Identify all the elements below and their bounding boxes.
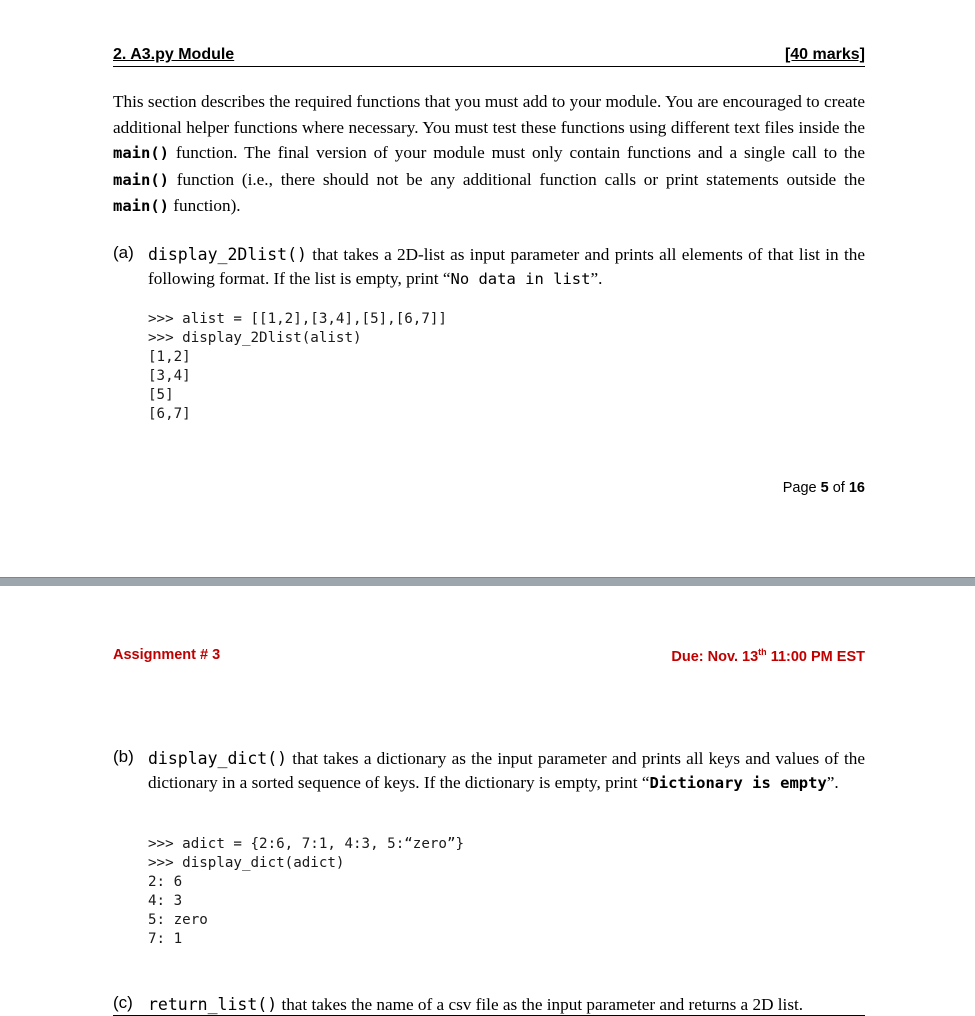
- code-line: [3,4]: [148, 368, 191, 384]
- item-b: [113, 747, 865, 819]
- code-line: >>> display_dict(adict): [148, 855, 345, 871]
- item-b-text-end: ”.: [826, 772, 839, 792]
- page-prefix: Page: [782, 480, 821, 496]
- section-marks: [40 marks]: [784, 46, 865, 63]
- item-b-text: that takes a dictionary as the input parameter and prints all keys and values of the dictionary in a sorted sequence of keys. If the dictionary is empty, print “: [148, 749, 865, 792]
- code-line: 5: zero: [148, 912, 208, 928]
- main-function-ref: main(): [113, 170, 169, 189]
- item-a-text: that takes a 2D-list as input parameter and prints all elements of that list in the following format. If the list is empty, print “: [148, 245, 865, 288]
- page-number: [783, 480, 865, 496]
- main-function-ref: main(): [113, 197, 169, 215]
- item-a-label: (a): [113, 243, 134, 262]
- due-time-text: 11:00 PM EST: [766, 649, 865, 665]
- code-line: [5]: [148, 387, 174, 403]
- code-line: 2: 6: [148, 874, 183, 890]
- section-title: 2. A3.py Module: [113, 46, 235, 63]
- intro-text-1: This section describes the required functions that you must add to your module. You are encouraged to create additional helper functions where necessary. You must test these functions using different text files inside the: [113, 92, 865, 137]
- function-name: display_dict(): [148, 749, 288, 768]
- intro-text-4: function).: [169, 196, 241, 215]
- page-of: of: [828, 480, 849, 496]
- section-heading: [113, 44, 865, 67]
- item-a-text-end: ”.: [590, 268, 603, 288]
- due-date-suffix: th: [758, 647, 767, 657]
- intro-paragraph: [113, 89, 865, 220]
- item-a: [113, 243, 865, 293]
- document-page-6: [0, 586, 975, 1015]
- code-line: [1,2]: [148, 349, 191, 365]
- function-name: return_list(): [148, 995, 278, 1014]
- code-line: 4: 3: [148, 893, 183, 909]
- item-a-description: [148, 243, 865, 291]
- code-line: >>> alist = [[1,2],[3,4],[5],[6,7]]: [148, 311, 447, 327]
- item-b-label: (b): [113, 747, 134, 766]
- page-total: 16: [848, 480, 865, 496]
- empty-message: No data in list: [450, 269, 591, 288]
- function-name: display_2Dlist(): [148, 245, 307, 264]
- item-c-description: [148, 993, 865, 1016]
- code-example-b: [148, 835, 464, 949]
- item-c: [113, 993, 865, 1016]
- code-line: 7: 1: [148, 931, 183, 947]
- code-example-a: [148, 310, 447, 424]
- intro-text-2: function. The final version of your module must only contain functions and a single call to the: [169, 143, 865, 162]
- main-function-ref: main(): [113, 144, 169, 162]
- code-line: >>> adict = {2:6, 7:1, 4:3, 5:“zero”}: [148, 836, 465, 852]
- due-date-header: [671, 647, 865, 665]
- empty-message: Dictionary is empty: [649, 773, 827, 792]
- assignment-header: Assignment # 3: [113, 647, 221, 663]
- intro-text-3: function (i.e., there should not be any additional function calls or print statements outside the: [169, 169, 865, 189]
- item-c-label: (c): [113, 993, 133, 1012]
- code-line: [6,7]: [148, 406, 191, 422]
- code-line: >>> display_2Dlist(alist): [148, 330, 362, 346]
- item-c-text: that takes the name of a csv file as the input parameter and returns a 2D list.: [277, 995, 804, 1014]
- item-b-description: [148, 747, 865, 795]
- page-current: 5: [820, 480, 829, 496]
- due-date-text: Due: Nov. 13: [671, 649, 759, 665]
